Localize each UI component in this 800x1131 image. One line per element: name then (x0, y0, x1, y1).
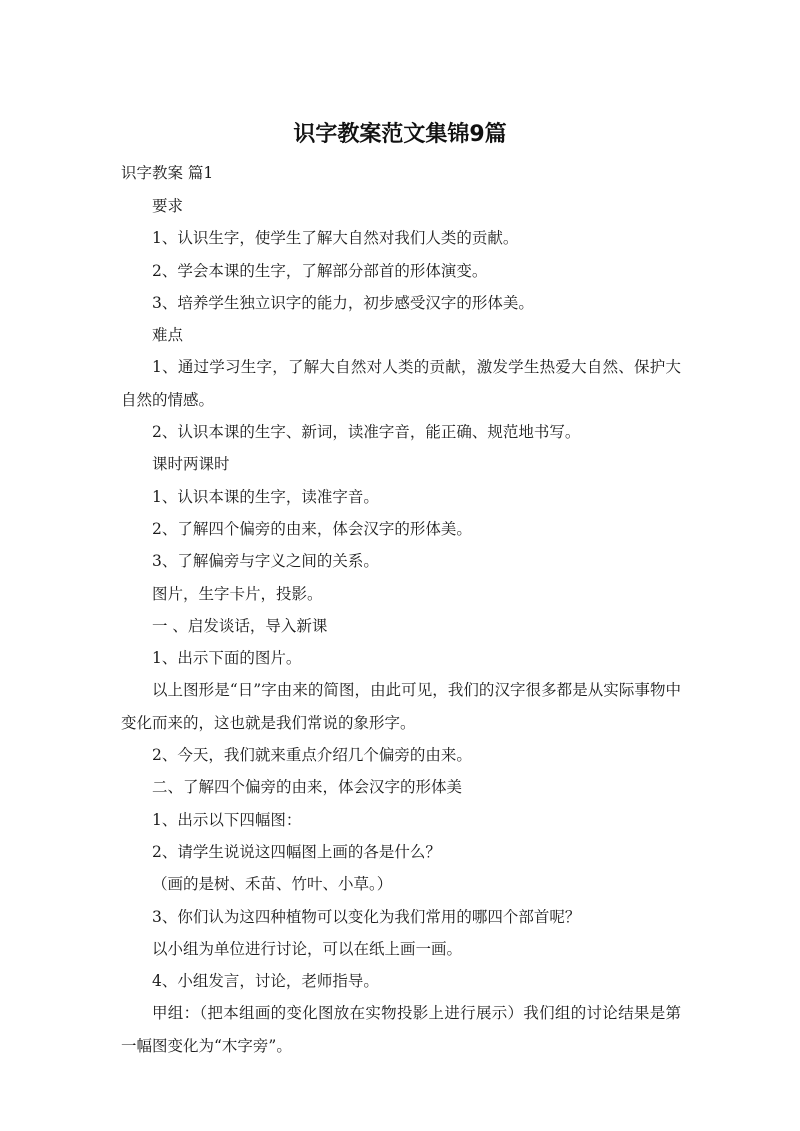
paragraph: 2、今天，我们就来重点介绍几个偏旁的由来。 (152, 746, 472, 765)
paragraph: 2、请学生说说这四幅图上画的各是什么？ (152, 842, 441, 861)
paragraph: 2、认识本课的生字、新词，读准字音，能正确、规范地书写。 (152, 423, 581, 442)
paragraph: 一 、启发谈话，导入新课 (152, 616, 328, 635)
paragraph: 要求 (152, 197, 184, 215)
paragraph: 甲组：（把本组画的变化图放在实物投影上进行展示）我们组的讨论结果是第一幅图变化为“木字旁”。 (121, 1004, 681, 1055)
paragraph: 1、认识生字，使学生了解大自然对我们人类的贡献。 (152, 229, 519, 248)
document-body (121, 190, 681, 1062)
paragraph: 2、了解四个偏旁的由来，体会汉字的形体美。 (152, 519, 472, 538)
paragraph: 3、了解偏旁与字义之间的关系。 (152, 552, 379, 571)
paragraph: （画的是树、禾苗、竹叶、小草。） (152, 875, 393, 894)
paragraph: 1、出示以下四幅图： (152, 810, 302, 829)
paragraph: 1、出示下面的图片。 (152, 649, 302, 668)
paragraph: 1、认识本课的生字，读准字音。 (152, 487, 379, 506)
paragraph: 3、你们认为这四种植物可以变化为我们常用的哪四个部首呢？ (152, 907, 581, 926)
paragraph: 4、小组发言，讨论，老师指导。 (152, 972, 379, 991)
paragraph: 图片，生字卡片，投影。 (152, 584, 323, 603)
document-title: 识字教案范文集锦9篇 (293, 122, 507, 147)
paragraph: 课时两课时 (152, 455, 230, 474)
paragraph: 3、培养学生独立识字的能力，初步感受汉字的形体美。 (152, 293, 534, 312)
paragraph: 2、学会本课的生字，了解部分部首的形体演变。 (152, 261, 488, 280)
paragraph: 以小组为单位进行讨论，可以在纸上画一画。 (152, 939, 463, 958)
paragraph: 难点 (152, 326, 184, 345)
section-heading: 识字教案 篇1 (121, 164, 214, 182)
paragraph: 二、了解四个偏旁的由来，体会汉字的形体美 (152, 778, 463, 797)
paragraph: 1、通过学习生字，了解大自然对人类的贡献，激发学生热爱大自然、保护大自然的情感。 (121, 358, 681, 409)
paragraph: 以上图形是“日”字由来的简图，由此可见，我们的汉字很多都是从实际事物中变化而来的，这也就是我们常说的象形字。 (121, 681, 681, 732)
